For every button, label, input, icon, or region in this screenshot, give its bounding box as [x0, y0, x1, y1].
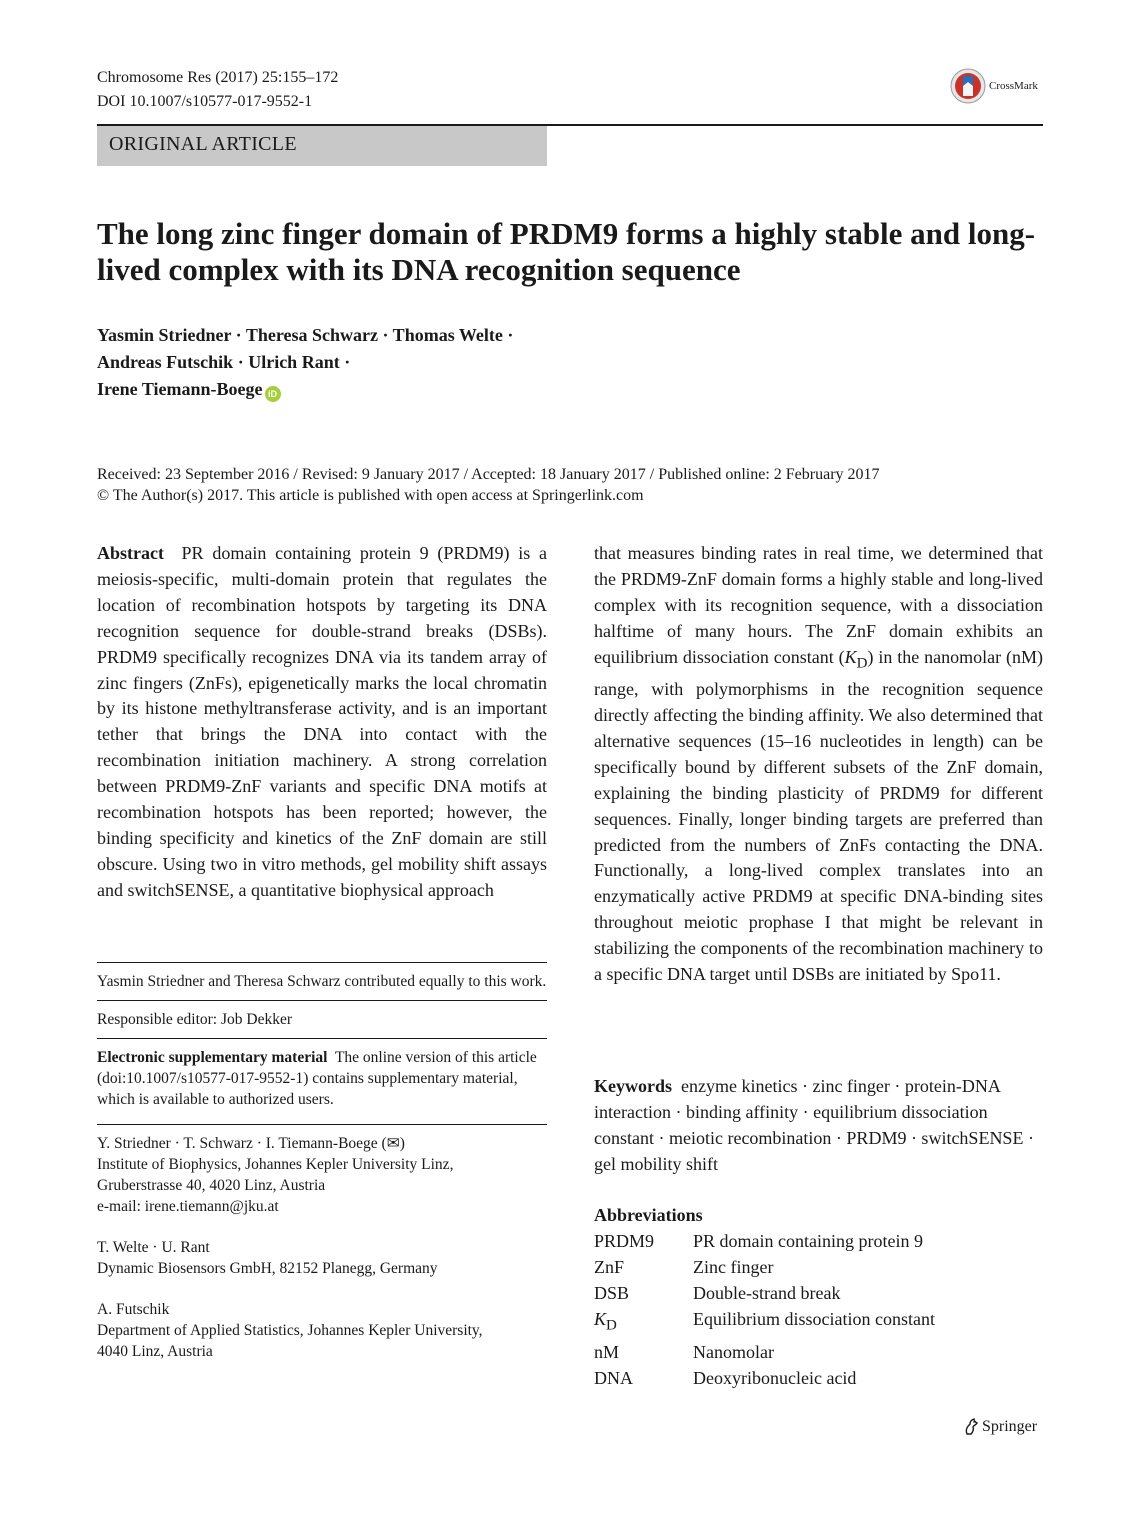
- article-type-banner: ORIGINAL ARTICLE: [97, 126, 547, 166]
- springer-horse-icon: [962, 1417, 982, 1437]
- crossmark-icon: [950, 68, 986, 104]
- keywords-label: Keywords: [594, 1076, 672, 1096]
- abbreviation-row: [594, 1339, 1043, 1365]
- affiliation-names: A. Futschik: [97, 1301, 170, 1318]
- orcid-icon[interactable]: iD: [265, 386, 281, 402]
- esm-label: Electronic supplementary material: [97, 1049, 328, 1066]
- abbreviation-term: $K_D$: [594, 1309, 617, 1334]
- abbreviation-definition: PR domain containing protein 9: [693, 1231, 923, 1251]
- author-line-2: Andreas Futschik · Ulrich Rant ·: [97, 352, 351, 372]
- author-name: Irene Tiemann-Boege: [97, 379, 263, 399]
- article-title: The long zinc finger domain of PRDM9 forms a highly stable and long-lived complex with its DNA recognition sequence: [97, 216, 1036, 287]
- kd-subscript: D: [856, 655, 868, 672]
- footnotes: [97, 962, 547, 1390]
- abbreviation-row: [594, 1365, 1043, 1391]
- kd-symbol: K: [844, 646, 857, 667]
- affiliation-3: A. Futschik Department of Applied Statistics, Johannes Kepler University, 4040 Linz, Austria: [97, 1299, 547, 1362]
- equal-contribution-note: Yasmin Striedner and Theresa Schwarz contributed equally to this work.: [97, 962, 547, 1000]
- affiliation-names: T. Welte · U. Rant: [97, 1239, 210, 1256]
- abbreviation-row: [594, 1280, 1043, 1306]
- abbreviation-term: DNA: [594, 1367, 633, 1388]
- publisher-logo: [962, 1417, 1037, 1437]
- abstract-left-column: [97, 541, 547, 904]
- abbreviation-definition: Nanomolar: [693, 1341, 774, 1362]
- abbreviation-row: [594, 1228, 1043, 1254]
- abbreviation-definition: Equilibrium dissociation constant: [693, 1309, 935, 1329]
- crossmark-label: CrossMark: [989, 80, 1038, 92]
- abbreviation-term: nM: [594, 1341, 620, 1362]
- abbreviation-definition: Deoxyribonucleic acid: [693, 1367, 857, 1388]
- abbreviation-row: [594, 1254, 1043, 1280]
- affiliation-names: Y. Striedner · T. Schwarz · I. Tiemann-Boege (✉): [97, 1135, 405, 1152]
- responsible-editor-note: Responsible editor: Job Dekker: [97, 1000, 547, 1038]
- journal-citation: Chromosome Res (2017) 25:155–172: [97, 69, 339, 86]
- abbreviation-row: [594, 1306, 1043, 1339]
- doi-line: DOI 10.1007/s10577-017-9552-1: [97, 93, 313, 110]
- keywords: [594, 1073, 1043, 1177]
- abbreviation-definition: Zinc finger: [693, 1257, 774, 1277]
- abbreviation-term: ZnF: [594, 1257, 625, 1277]
- contact-email[interactable]: e-mail: irene.tiemann@jku.at: [97, 1198, 279, 1215]
- copyright-line: © The Author(s) 2017. This article is published with open access at Springerlink.com: [97, 487, 644, 504]
- affiliation-1: Y. Striedner · T. Schwarz · I. Tiemann-Boege (✉) Institute of Biophysics, Johannes Kepler University Linz, Gruberstrasse 40, 4020 Linz, Austria e-mail: irene.tiemann@jku.at: [97, 1133, 547, 1217]
- abbreviation-term: PRDM9: [594, 1231, 655, 1251]
- abbreviation-definition: Double-strand break: [693, 1283, 841, 1303]
- keywords-text: enzyme kinetics · zinc finger · protein-DNA interaction · binding affinity · equilibrium dissociation constant · meiotic recombination · PRDM9 · switchSENSE · gel mobility shift: [594, 1076, 1034, 1174]
- journal-header: [97, 66, 338, 114]
- abstract-text-left: PR domain containing protein 9 (PRDM9) is a meiosis-specific, multi-domain protein that regulates the location of recombination hotspots by targeting its DNA recognition sequence for double-strand breaks (DSBs). PRDM9 specifically recognizes DNA via its tandem array of zinc fingers (ZnFs), epigenetically marks the local chromatin by its histone methyltransferase activity, and is an important tether that brings the DNA into contact with the recombination initiation machinery. A strong correlation between PRDM9-ZnF variants and specific DNA motifs at recombination hotspots has been reported; however, the binding specificity and kinetics of the ZnF domain are still obscure. Using two in vitro methods, gel mobility shift assays and switchSENSE, a quantitative biophysical approach: [97, 543, 547, 900]
- abbreviations: [594, 1202, 1043, 1391]
- abstract-continuation: that measures binding rates in real time, we determined that the PRDM9-ZnF domain forms a highly stable and long-lived complex with its recognition sequence, with a dissociation halftime of many hours. The ZnF domain exhibits an equilibrium dissociation constant $(K_D)$ in the nanomolar (nM) range, with polymorphisms in the recognition sequence directly affecting the binding affinity. We also determined that alternative sequences (15–16 nucleotides in length) can be specifically bound by different subsets of the ZnF domain, explaining the binding plasticity of PRDM9 for different sequences. Finally, longer binding targets are preferred than predicted from the numbers of ZnFs contacting the DNA. Functionally, a long-lived complex translates into an enzymatically active PRDM9 at specific DNA-binding sites throughout meiotic prophase I that might be relevant in stabilizing the components of the recombination machinery to a specific DNA target until DSBs are initiated by Spo11.: [594, 543, 1044, 985]
- author-line-1: Yasmin Striedner · Theresa Schwarz · Thomas Welte ·: [97, 325, 514, 345]
- esm-text[interactable]: The online version of this article (doi:10.1007/s10577-017-9552-1) contains supplementary material, which is available to authorized users.: [97, 1049, 537, 1108]
- publisher-name: Springer: [982, 1418, 1038, 1435]
- crossmark-badge[interactable]: [950, 68, 1038, 104]
- publication-history: [97, 464, 1043, 506]
- abstract-right-column: [594, 541, 1043, 988]
- author-line-3: [97, 376, 697, 403]
- history-dates: Received: 23 September 2016 / Revised: 9 January 2017 / Accepted: 18 January 2017 / Published online: 2 February 2017: [97, 466, 880, 483]
- abbreviations-heading: Abbreviations: [594, 1205, 703, 1225]
- abstract-paragraph: [97, 541, 547, 904]
- abbreviation-term: DSB: [594, 1283, 630, 1303]
- supplementary-material-note: [97, 1038, 547, 1118]
- affiliation-2: T. Welte · U. Rant Dynamic Biosensors GmbH, 82152 Planegg, Germany: [97, 1237, 547, 1279]
- author-list: [97, 322, 697, 403]
- affiliations: [97, 1124, 547, 1390]
- abstract-label: Abstract: [97, 543, 164, 563]
